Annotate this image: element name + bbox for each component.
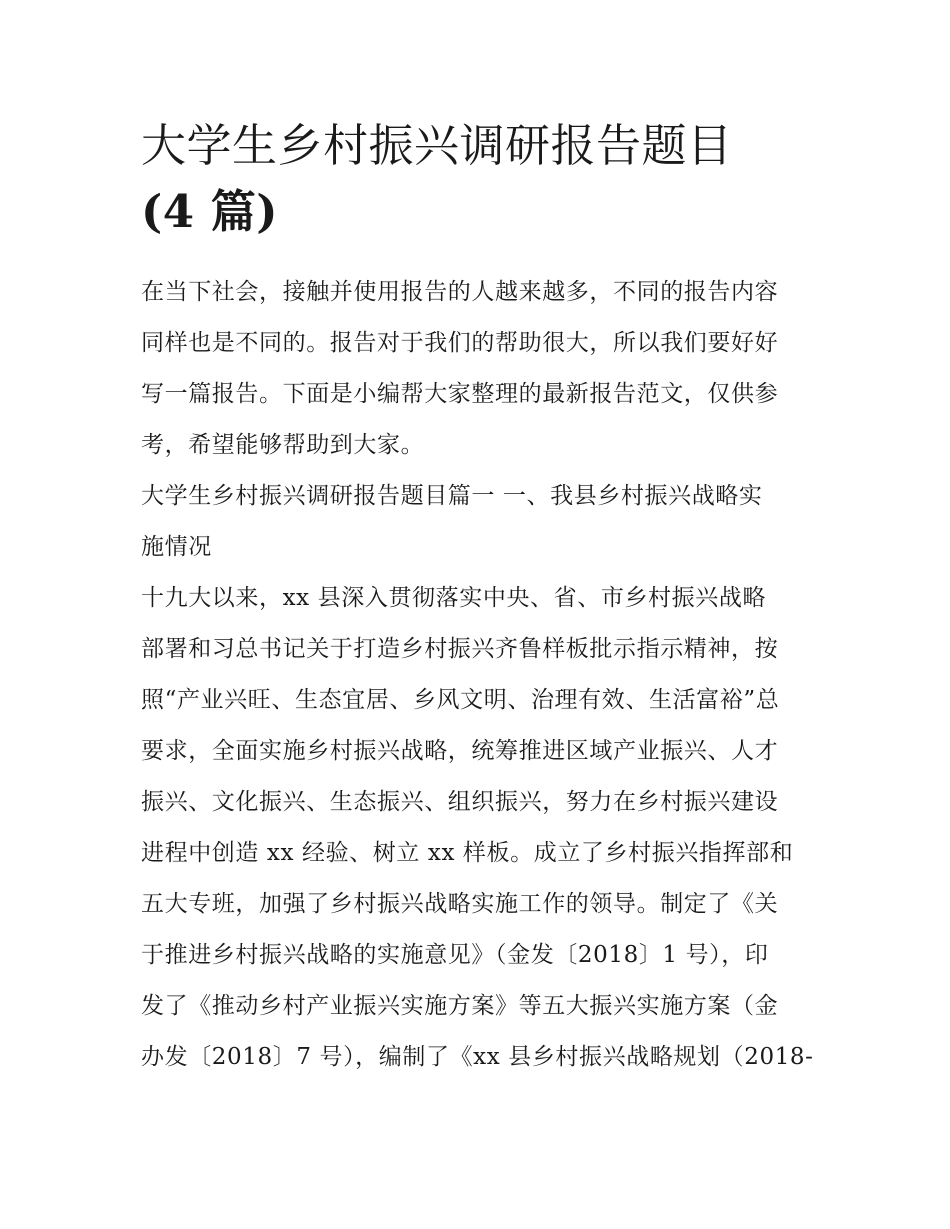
text-line: 在当下社会，接触并使用报告的人越来越多，不同的报告内容: [141, 279, 779, 305]
text-line: 办发〔2018〕7 号），编制了《xx 县乡村振兴战略规划（2018-: [141, 1044, 814, 1070]
text-line: 施情况: [141, 534, 212, 560]
text-line: 大学生乡村振兴调研报告题目篇一 一、我县乡村振兴战略实: [141, 483, 763, 509]
document-title: [141, 113, 813, 245]
text-line: 十九大以来，xx 县深入贯彻落实中央、省、市乡村振兴战略: [141, 585, 767, 611]
text-line: 考，希望能够帮助到大家。: [141, 432, 425, 458]
text-line: 振兴、文化振兴、生态振兴、组织振兴，努力在乡村振兴建设: [141, 789, 779, 815]
section-heading: [141, 471, 813, 573]
title-line: (4 篇): [141, 185, 279, 238]
text-line: 进程中创造 xx 经验、树立 xx 样板。成立了乡村振兴指挥部和: [141, 840, 794, 866]
title-line: 大学生乡村振兴调研报告题目: [141, 119, 733, 172]
text-line: 写一篇报告。下面是小编帮大家整理的最新报告范文，仅供参: [141, 381, 779, 407]
intro-paragraph: [141, 267, 813, 471]
document-content: [141, 113, 813, 1083]
text-line: 五大专班，加强了乡村振兴战略实施工作的领导。制定了《关: [141, 891, 779, 917]
text-line: 照“产业兴旺、生态宜居、乡风文明、治理有效、生活富裕”总: [141, 687, 780, 713]
text-line: 要求，全面实施乡村振兴战略，统筹推进区域产业振兴、人才: [141, 738, 779, 764]
text-line: 发了《推动乡村产业振兴实施方案》等五大振兴实施方案（金: [141, 993, 779, 1019]
text-line: 同样也是不同的。报告对于我们的帮助很大，所以我们要好好: [141, 330, 779, 356]
text-line: 部署和习总书记关于打造乡村振兴齐鲁样板批示指示精神，按: [141, 636, 779, 662]
text-line: 于推进乡村振兴战略的实施意见》（金发〔2018〕1 号），印: [141, 942, 769, 968]
body-paragraph: [141, 573, 813, 1083]
